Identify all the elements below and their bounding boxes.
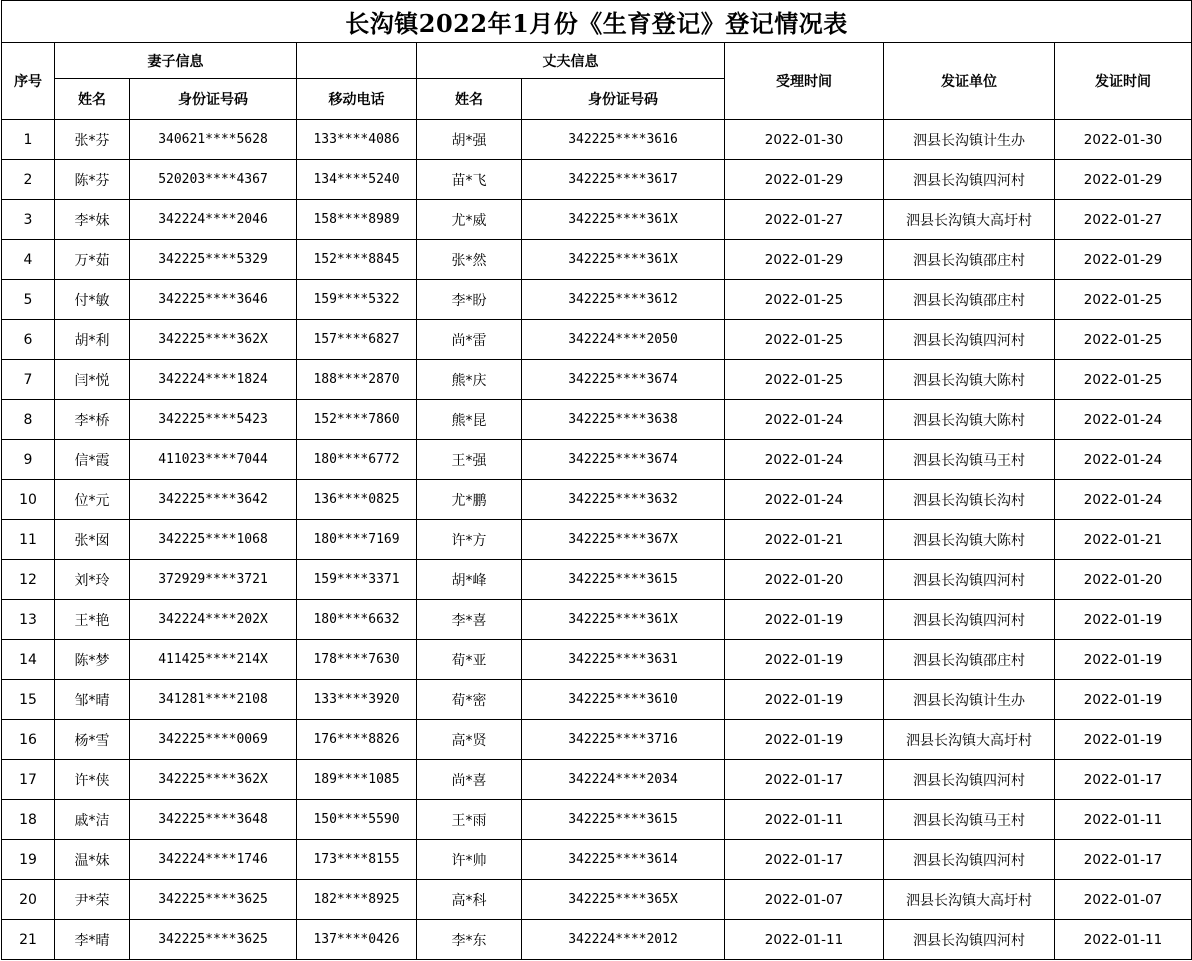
cell-wife-name: 李*晴 bbox=[55, 920, 130, 960]
header-issuer: 发证单位 bbox=[884, 43, 1055, 120]
cell-wife-name: 邹*晴 bbox=[55, 680, 130, 720]
cell-wife-name: 付*敏 bbox=[55, 280, 130, 320]
cell-issue-time: 2022-01-29 bbox=[1055, 160, 1192, 200]
cell-wife-name: 信*霞 bbox=[55, 440, 130, 480]
cell-accept-time: 2022-01-07 bbox=[725, 880, 884, 920]
cell-issuer: 泗县长沟镇四河村 bbox=[884, 560, 1055, 600]
header-husband-id: 身份证号码 bbox=[522, 79, 725, 120]
cell-wife-name: 张*芬 bbox=[55, 120, 130, 160]
cell-wife-id: 342224****1824 bbox=[130, 360, 297, 400]
cell-phone: 136****0825 bbox=[297, 480, 417, 520]
cell-husband-name: 张*然 bbox=[417, 240, 522, 280]
cell-wife-name: 戚*洁 bbox=[55, 800, 130, 840]
cell-husband-name: 尚*雷 bbox=[417, 320, 522, 360]
cell-accept-time: 2022-01-24 bbox=[725, 400, 884, 440]
cell-husband-name: 荀*亚 bbox=[417, 640, 522, 680]
cell-husband-name: 李*盼 bbox=[417, 280, 522, 320]
cell-issue-time: 2022-01-19 bbox=[1055, 600, 1192, 640]
cell-issue-time: 2022-01-21 bbox=[1055, 520, 1192, 560]
cell-issue-time: 2022-01-11 bbox=[1055, 920, 1192, 960]
cell-husband-id: 342225****367X bbox=[522, 520, 725, 560]
cell-issue-time: 2022-01-27 bbox=[1055, 200, 1192, 240]
cell-issue-time: 2022-01-25 bbox=[1055, 280, 1192, 320]
cell-seq: 5 bbox=[2, 280, 55, 320]
table-row bbox=[2, 680, 1192, 720]
cell-accept-time: 2022-01-24 bbox=[725, 440, 884, 480]
cell-wife-id: 411023****7044 bbox=[130, 440, 297, 480]
cell-seq: 14 bbox=[2, 640, 55, 680]
cell-issuer: 泗县长沟镇邵庄村 bbox=[884, 280, 1055, 320]
cell-seq: 18 bbox=[2, 800, 55, 840]
cell-issuer: 泗县长沟镇大陈村 bbox=[884, 520, 1055, 560]
cell-issuer: 泗县长沟镇四河村 bbox=[884, 840, 1055, 880]
cell-husband-id: 342225****3612 bbox=[522, 280, 725, 320]
cell-issuer: 泗县长沟镇马王村 bbox=[884, 800, 1055, 840]
cell-husband-name: 尚*喜 bbox=[417, 760, 522, 800]
cell-wife-id: 372929****3721 bbox=[130, 560, 297, 600]
cell-husband-name: 胡*峰 bbox=[417, 560, 522, 600]
cell-phone: 150****5590 bbox=[297, 800, 417, 840]
cell-phone: 180****6632 bbox=[297, 600, 417, 640]
cell-husband-name: 高*科 bbox=[417, 880, 522, 920]
cell-husband-name: 李*喜 bbox=[417, 600, 522, 640]
cell-issue-time: 2022-01-25 bbox=[1055, 320, 1192, 360]
cell-wife-name: 位*元 bbox=[55, 480, 130, 520]
cell-phone: 134****5240 bbox=[297, 160, 417, 200]
table-row bbox=[2, 480, 1192, 520]
cell-seq: 16 bbox=[2, 720, 55, 760]
cell-issuer: 泗县长沟镇四河村 bbox=[884, 600, 1055, 640]
cell-issue-time: 2022-01-25 bbox=[1055, 360, 1192, 400]
cell-accept-time: 2022-01-21 bbox=[725, 520, 884, 560]
table-row bbox=[2, 800, 1192, 840]
cell-accept-time: 2022-01-24 bbox=[725, 480, 884, 520]
cell-issuer: 泗县长沟镇四河村 bbox=[884, 160, 1055, 200]
cell-seq: 11 bbox=[2, 520, 55, 560]
table-row bbox=[2, 520, 1192, 560]
table-row bbox=[2, 400, 1192, 440]
table-row bbox=[2, 440, 1192, 480]
cell-seq: 4 bbox=[2, 240, 55, 280]
cell-phone: 180****7169 bbox=[297, 520, 417, 560]
cell-husband-name: 熊*昆 bbox=[417, 400, 522, 440]
cell-husband-id: 342225****3610 bbox=[522, 680, 725, 720]
cell-husband-id: 342224****2050 bbox=[522, 320, 725, 360]
cell-wife-id: 342224****1746 bbox=[130, 840, 297, 880]
cell-wife-id: 342225****3646 bbox=[130, 280, 297, 320]
cell-issue-time: 2022-01-17 bbox=[1055, 840, 1192, 880]
cell-phone: 133****4086 bbox=[297, 120, 417, 160]
cell-husband-id: 342225****3617 bbox=[522, 160, 725, 200]
cell-husband-name: 王*强 bbox=[417, 440, 522, 480]
cell-wife-id: 342225****362X bbox=[130, 760, 297, 800]
cell-husband-name: 许*帅 bbox=[417, 840, 522, 880]
cell-wife-name: 王*艳 bbox=[55, 600, 130, 640]
cell-wife-id: 342224****2046 bbox=[130, 200, 297, 240]
cell-wife-id: 342225****5423 bbox=[130, 400, 297, 440]
table-row bbox=[2, 760, 1192, 800]
table-row bbox=[2, 560, 1192, 600]
cell-wife-id: 342225****0069 bbox=[130, 720, 297, 760]
cell-issuer: 泗县长沟镇大高圩村 bbox=[884, 880, 1055, 920]
cell-husband-id: 342224****2012 bbox=[522, 920, 725, 960]
cell-seq: 9 bbox=[2, 440, 55, 480]
cell-husband-name: 熊*庆 bbox=[417, 360, 522, 400]
header-husband-group: 丈夫信息 bbox=[417, 43, 725, 79]
cell-wife-name: 尹*荣 bbox=[55, 880, 130, 920]
cell-wife-id: 342224****202X bbox=[130, 600, 297, 640]
cell-wife-name: 闫*悦 bbox=[55, 360, 130, 400]
cell-phone: 189****1085 bbox=[297, 760, 417, 800]
table-row bbox=[2, 160, 1192, 200]
cell-issue-time: 2022-01-24 bbox=[1055, 400, 1192, 440]
cell-phone: 137****0426 bbox=[297, 920, 417, 960]
table-row bbox=[2, 120, 1192, 160]
cell-accept-time: 2022-01-29 bbox=[725, 240, 884, 280]
cell-accept-time: 2022-01-29 bbox=[725, 160, 884, 200]
cell-husband-id: 342225****3614 bbox=[522, 840, 725, 880]
cell-accept-time: 2022-01-25 bbox=[725, 360, 884, 400]
cell-issuer: 泗县长沟镇大陈村 bbox=[884, 360, 1055, 400]
cell-accept-time: 2022-01-11 bbox=[725, 920, 884, 960]
cell-husband-name: 高*贤 bbox=[417, 720, 522, 760]
cell-issuer: 泗县长沟镇长沟村 bbox=[884, 480, 1055, 520]
cell-seq: 20 bbox=[2, 880, 55, 920]
cell-issuer: 泗县长沟镇邵庄村 bbox=[884, 640, 1055, 680]
table-row bbox=[2, 240, 1192, 280]
cell-husband-name: 王*雨 bbox=[417, 800, 522, 840]
cell-husband-id: 342225****3674 bbox=[522, 440, 725, 480]
cell-accept-time: 2022-01-20 bbox=[725, 560, 884, 600]
cell-wife-name: 陈*芬 bbox=[55, 160, 130, 200]
cell-husband-id: 342225****3616 bbox=[522, 120, 725, 160]
cell-issuer: 泗县长沟镇大高圩村 bbox=[884, 720, 1055, 760]
table-body bbox=[2, 120, 1192, 960]
cell-wife-id: 340621****5628 bbox=[130, 120, 297, 160]
cell-issuer: 泗县长沟镇计生办 bbox=[884, 680, 1055, 720]
cell-wife-name: 杨*雪 bbox=[55, 720, 130, 760]
cell-accept-time: 2022-01-30 bbox=[725, 120, 884, 160]
cell-husband-id: 342225****3638 bbox=[522, 400, 725, 440]
cell-issuer: 泗县长沟镇马王村 bbox=[884, 440, 1055, 480]
cell-phone: 178****7630 bbox=[297, 640, 417, 680]
cell-issuer: 泗县长沟镇四河村 bbox=[884, 760, 1055, 800]
table-row bbox=[2, 320, 1192, 360]
cell-wife-name: 刘*玲 bbox=[55, 560, 130, 600]
cell-accept-time: 2022-01-19 bbox=[725, 720, 884, 760]
cell-issue-time: 2022-01-29 bbox=[1055, 240, 1192, 280]
header-mobile: 移动电话 bbox=[297, 79, 417, 120]
cell-issue-time: 2022-01-24 bbox=[1055, 480, 1192, 520]
cell-husband-id: 342225****3615 bbox=[522, 800, 725, 840]
table-row bbox=[2, 200, 1192, 240]
cell-wife-name: 胡*利 bbox=[55, 320, 130, 360]
cell-issuer: 泗县长沟镇四河村 bbox=[884, 920, 1055, 960]
cell-husband-name: 李*东 bbox=[417, 920, 522, 960]
cell-wife-name: 温*妹 bbox=[55, 840, 130, 880]
cell-phone: 176****8826 bbox=[297, 720, 417, 760]
header-blank bbox=[297, 43, 417, 79]
header-wife-id: 身份证号码 bbox=[130, 79, 297, 120]
cell-issuer: 泗县长沟镇大高圩村 bbox=[884, 200, 1055, 240]
cell-seq: 15 bbox=[2, 680, 55, 720]
cell-issue-time: 2022-01-20 bbox=[1055, 560, 1192, 600]
cell-phone: 133****3920 bbox=[297, 680, 417, 720]
table-row bbox=[2, 840, 1192, 880]
cell-husband-id: 342225****3631 bbox=[522, 640, 725, 680]
header-wife-name: 姓名 bbox=[55, 79, 130, 120]
header-seq: 序号 bbox=[2, 43, 55, 120]
cell-phone: 159****5322 bbox=[297, 280, 417, 320]
cell-phone: 159****3371 bbox=[297, 560, 417, 600]
cell-issuer: 泗县长沟镇计生办 bbox=[884, 120, 1055, 160]
cell-issue-time: 2022-01-17 bbox=[1055, 760, 1192, 800]
cell-issue-time: 2022-01-07 bbox=[1055, 880, 1192, 920]
cell-phone: 182****8925 bbox=[297, 880, 417, 920]
cell-issue-time: 2022-01-19 bbox=[1055, 720, 1192, 760]
cell-husband-id: 342225****365X bbox=[522, 880, 725, 920]
table-row bbox=[2, 920, 1192, 960]
cell-wife-name: 李*桥 bbox=[55, 400, 130, 440]
cell-issue-time: 2022-01-11 bbox=[1055, 800, 1192, 840]
cell-wife-id: 342225****1068 bbox=[130, 520, 297, 560]
cell-phone: 180****6772 bbox=[297, 440, 417, 480]
cell-wife-id: 411425****214X bbox=[130, 640, 297, 680]
cell-wife-id: 342225****362X bbox=[130, 320, 297, 360]
cell-husband-id: 342225****3716 bbox=[522, 720, 725, 760]
cell-phone: 157****6827 bbox=[297, 320, 417, 360]
cell-accept-time: 2022-01-27 bbox=[725, 200, 884, 240]
cell-seq: 12 bbox=[2, 560, 55, 600]
cell-seq: 8 bbox=[2, 400, 55, 440]
cell-wife-id: 520203****4367 bbox=[130, 160, 297, 200]
cell-seq: 7 bbox=[2, 360, 55, 400]
cell-husband-name: 许*方 bbox=[417, 520, 522, 560]
cell-accept-time: 2022-01-19 bbox=[725, 600, 884, 640]
cell-husband-name: 尤*威 bbox=[417, 200, 522, 240]
cell-seq: 2 bbox=[2, 160, 55, 200]
cell-issuer: 泗县长沟镇邵庄村 bbox=[884, 240, 1055, 280]
cell-husband-name: 苗*飞 bbox=[417, 160, 522, 200]
cell-accept-time: 2022-01-25 bbox=[725, 280, 884, 320]
cell-seq: 1 bbox=[2, 120, 55, 160]
cell-wife-id: 342225****3648 bbox=[130, 800, 297, 840]
cell-issuer: 泗县长沟镇大陈村 bbox=[884, 400, 1055, 440]
header-husband-name: 姓名 bbox=[417, 79, 522, 120]
header-accept-time: 受理时间 bbox=[725, 43, 884, 120]
cell-accept-time: 2022-01-11 bbox=[725, 800, 884, 840]
cell-wife-id: 341281****2108 bbox=[130, 680, 297, 720]
cell-husband-name: 荀*密 bbox=[417, 680, 522, 720]
cell-wife-id: 342225****3625 bbox=[130, 920, 297, 960]
cell-issue-time: 2022-01-19 bbox=[1055, 640, 1192, 680]
table-row bbox=[2, 640, 1192, 680]
cell-issuer: 泗县长沟镇四河村 bbox=[884, 320, 1055, 360]
cell-issue-time: 2022-01-19 bbox=[1055, 680, 1192, 720]
cell-seq: 10 bbox=[2, 480, 55, 520]
cell-wife-name: 李*妹 bbox=[55, 200, 130, 240]
cell-seq: 6 bbox=[2, 320, 55, 360]
cell-husband-name: 胡*强 bbox=[417, 120, 522, 160]
cell-husband-id: 342225****3615 bbox=[522, 560, 725, 600]
cell-seq: 21 bbox=[2, 920, 55, 960]
cell-phone: 158****8989 bbox=[297, 200, 417, 240]
header-wife-group: 妻子信息 bbox=[55, 43, 297, 79]
cell-issue-time: 2022-01-24 bbox=[1055, 440, 1192, 480]
cell-phone: 188****2870 bbox=[297, 360, 417, 400]
cell-husband-id: 342225****3674 bbox=[522, 360, 725, 400]
table-row bbox=[2, 600, 1192, 640]
table-row bbox=[2, 720, 1192, 760]
cell-wife-name: 陈*梦 bbox=[55, 640, 130, 680]
cell-husband-id: 342224****2034 bbox=[522, 760, 725, 800]
cell-seq: 19 bbox=[2, 840, 55, 880]
table-row bbox=[2, 880, 1192, 920]
cell-phone: 173****8155 bbox=[297, 840, 417, 880]
cell-wife-name: 万*茹 bbox=[55, 240, 130, 280]
registration-table bbox=[1, 0, 1192, 960]
page-title: 长沟镇2022年1月份《生育登记》登记情况表 bbox=[2, 1, 1192, 43]
table-row bbox=[2, 280, 1192, 320]
cell-seq: 13 bbox=[2, 600, 55, 640]
cell-wife-id: 342225****5329 bbox=[130, 240, 297, 280]
header-issue-time: 发证时间 bbox=[1055, 43, 1192, 120]
cell-phone: 152****8845 bbox=[297, 240, 417, 280]
cell-accept-time: 2022-01-17 bbox=[725, 760, 884, 800]
cell-accept-time: 2022-01-25 bbox=[725, 320, 884, 360]
cell-accept-time: 2022-01-17 bbox=[725, 840, 884, 880]
cell-husband-id: 342225****361X bbox=[522, 600, 725, 640]
cell-wife-id: 342225****3625 bbox=[130, 880, 297, 920]
cell-seq: 3 bbox=[2, 200, 55, 240]
cell-accept-time: 2022-01-19 bbox=[725, 680, 884, 720]
cell-accept-time: 2022-01-19 bbox=[725, 640, 884, 680]
cell-wife-name: 张*囡 bbox=[55, 520, 130, 560]
cell-phone: 152****7860 bbox=[297, 400, 417, 440]
table-row bbox=[2, 360, 1192, 400]
cell-seq: 17 bbox=[2, 760, 55, 800]
cell-husband-id: 342225****3632 bbox=[522, 480, 725, 520]
cell-wife-id: 342225****3642 bbox=[130, 480, 297, 520]
cell-husband-id: 342225****361X bbox=[522, 240, 725, 280]
cell-husband-name: 尤*鹏 bbox=[417, 480, 522, 520]
cell-wife-name: 许*侠 bbox=[55, 760, 130, 800]
cell-husband-id: 342225****361X bbox=[522, 200, 725, 240]
cell-issue-time: 2022-01-30 bbox=[1055, 120, 1192, 160]
